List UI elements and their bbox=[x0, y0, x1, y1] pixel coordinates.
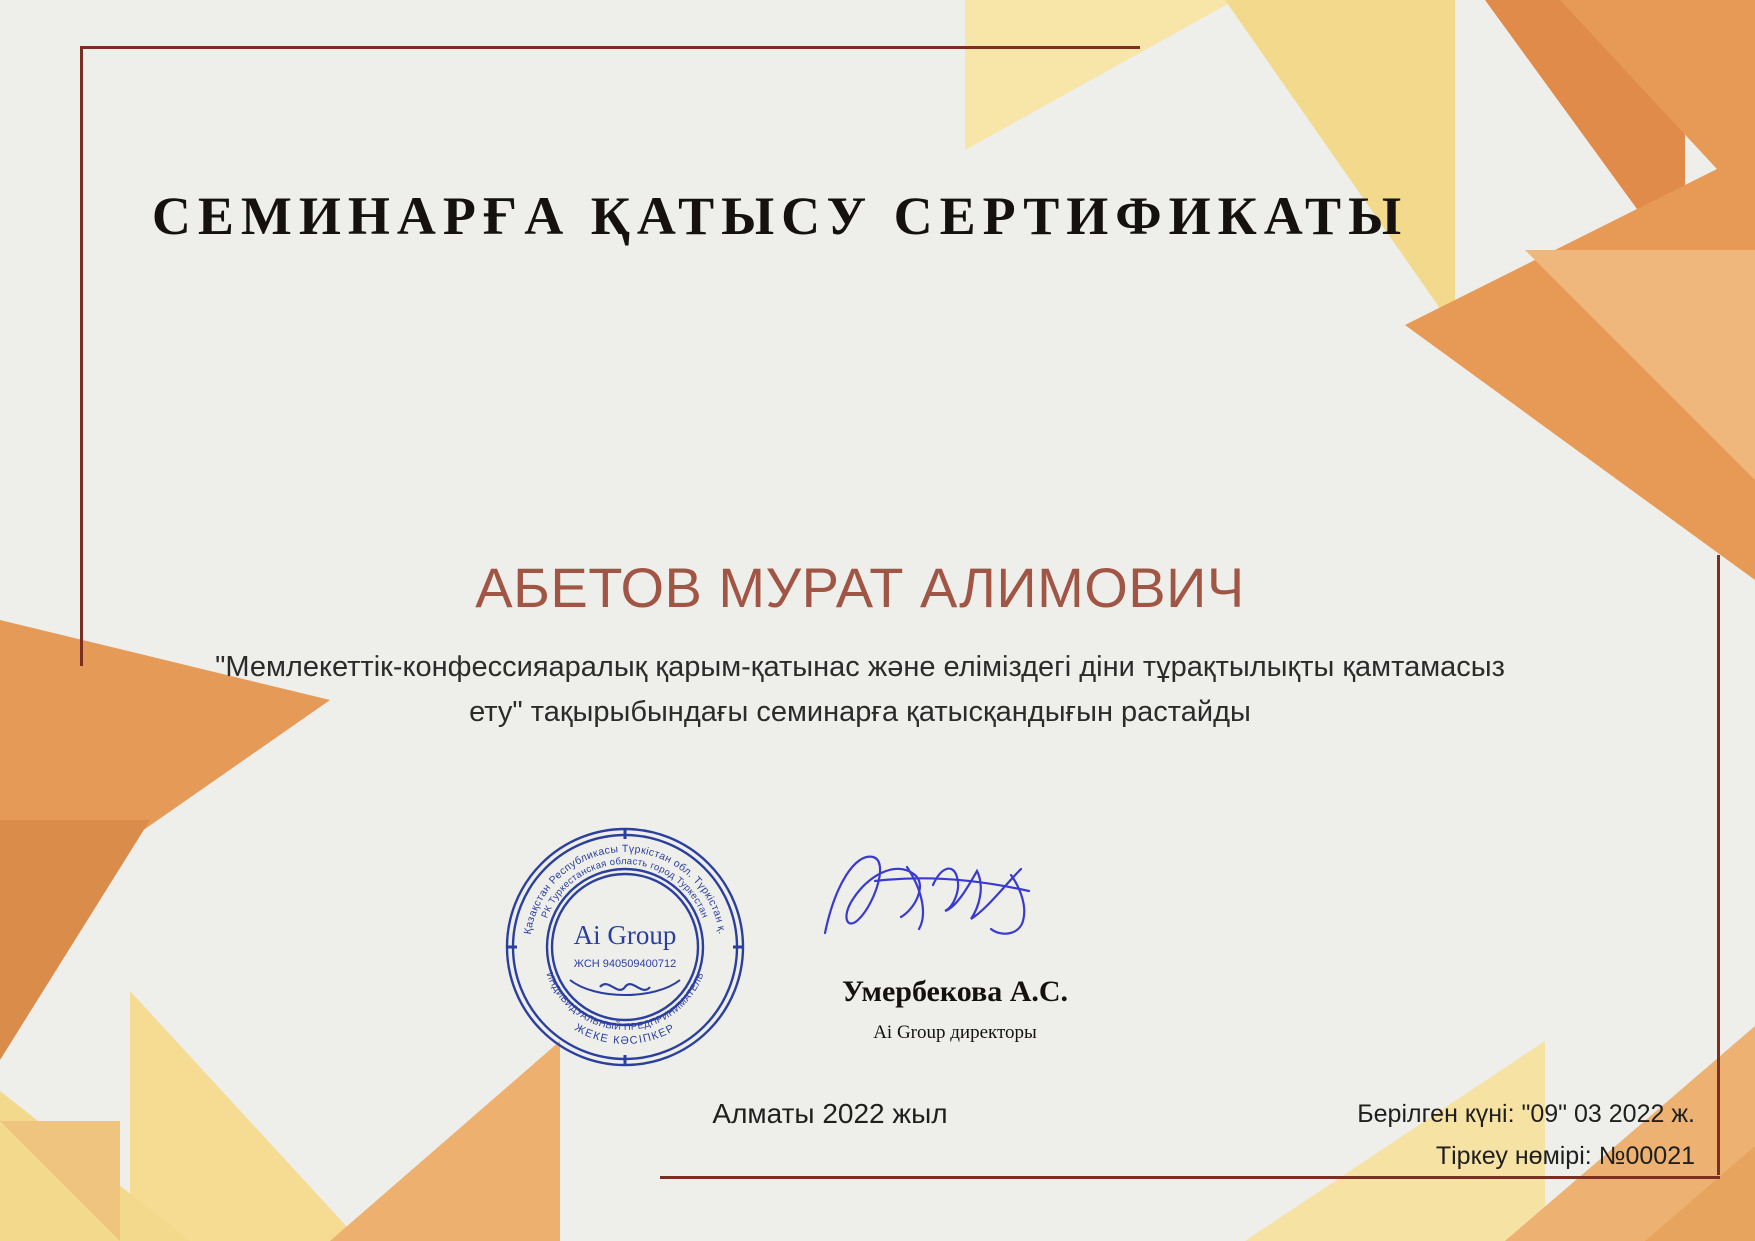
decorative-triangle-top-right-1 bbox=[965, 0, 1235, 150]
svg-text:РК Туркестанская область город: РК Туркестанская область город Туркестан bbox=[539, 856, 711, 920]
issue-date: Берілген күні: "09" 03 2022 ж. bbox=[1357, 1100, 1695, 1128]
issue-info bbox=[1357, 1093, 1695, 1177]
decorative-triangle-bottom-left-2 bbox=[0, 1091, 190, 1241]
frame-rule-top bbox=[80, 46, 1140, 49]
company-stamp bbox=[500, 822, 750, 1072]
signature-mark bbox=[815, 845, 1065, 965]
frame-rule-right bbox=[1717, 555, 1720, 1175]
signer-name: Умербекова А.С. bbox=[841, 975, 1069, 1008]
decorative-triangle-bottom-left-4 bbox=[0, 1121, 120, 1241]
decorative-triangle-top-right-4 bbox=[1560, 0, 1755, 210]
certificate-description: "Мемлекеттік-конфессияаралық қарым-қатынас және еліміздегі діни тұрақтылықты қамтамасыз ету" тақырыбындағы семинарға қатысқандығын растайды bbox=[215, 651, 1505, 728]
frame-rule-left bbox=[80, 46, 83, 666]
signer-role: Ai Group директоры bbox=[873, 1022, 1037, 1043]
place-and-year: Алматы 2022 жыл bbox=[712, 1098, 948, 1129]
certificate-title: СЕМИНАРҒА ҚАТЫСУ СЕРТИФИКАТЫ bbox=[151, 186, 1409, 246]
svg-text:ЖЕКЕ КӘСІПКЕР: ЖЕКЕ КӘСІПКЕР bbox=[572, 1021, 678, 1048]
svg-text:ИНДИВИДУАЛЬНЫЙ ПРЕДПРИНИМАТЕЛЬ: ИНДИВИДУАЛЬНЫЙ ПРЕДПРИНИМАТЕЛЬ bbox=[543, 970, 707, 1034]
decorative-triangle-bottom-left-1 bbox=[130, 991, 360, 1241]
decorative-triangle-top-right-3 bbox=[1485, 0, 1685, 275]
decorative-triangle-left-2 bbox=[0, 820, 150, 1060]
svg-text:Ai Group: Ai Group bbox=[573, 920, 677, 950]
decorative-triangle-top-right-2 bbox=[1225, 0, 1455, 330]
decorative-triangle-right-2 bbox=[1525, 250, 1755, 480]
registration-number: Тіркеу нөмірі: №00021 bbox=[1435, 1142, 1695, 1170]
decorative-triangle-right-1 bbox=[1405, 150, 1755, 580]
recipient-name: АБЕТОВ МУРАТ АЛИМОВИЧ bbox=[475, 556, 1245, 619]
svg-text:ЖСН 940509400712: ЖСН 940509400712 bbox=[573, 958, 677, 970]
svg-text:Қазақстан Республикасы Түркіст: Қазақстан Республикасы Түркістан обл. Түркістан қ. bbox=[521, 842, 729, 936]
